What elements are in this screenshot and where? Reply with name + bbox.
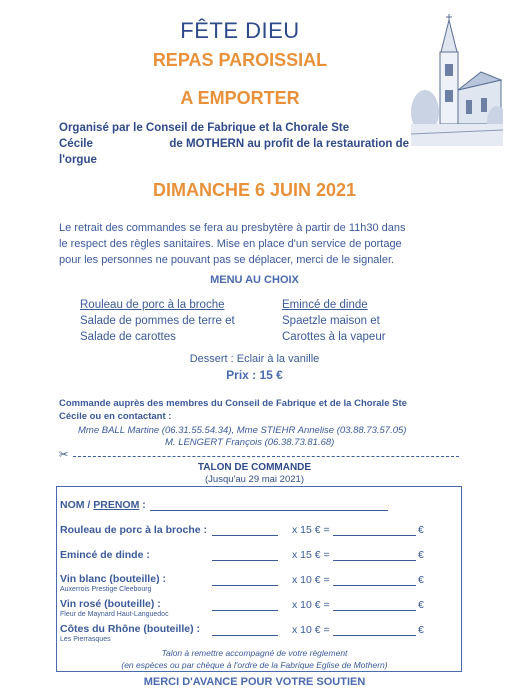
form-row-2-euro: €	[418, 549, 424, 561]
form-row-2-total-field[interactable]	[333, 559, 416, 561]
scissors-icon: ✂	[59, 449, 69, 461]
dashed-line	[73, 456, 459, 457]
menu-option-2	[282, 297, 472, 345]
menu-option-1-side-2: Salade de carottes	[80, 331, 176, 343]
form-row-3-euro: €	[418, 574, 424, 586]
menu-option-1-side-1: Salade de pommes de terre et	[80, 315, 235, 327]
form-row-5-detail: Les Pierrasques	[60, 636, 111, 643]
name-label-nom: NOM /	[60, 499, 94, 511]
price: Prix : 15 €	[226, 368, 283, 382]
menu-option-1	[80, 297, 270, 345]
menu-title: MENU AU CHOIX	[210, 274, 299, 286]
form-row-1-qty-field[interactable]	[212, 534, 278, 536]
organizer-text	[59, 120, 409, 168]
talon-title: TALON DE COMMANDE	[197, 462, 312, 473]
form-row-1-label: Rouleau de porc à la broche :	[60, 524, 208, 536]
form-row-4	[60, 598, 169, 618]
contact-line-1: Mme BALL Martine (06.31.55.54.34), Mme STIEHR Annelise (03.88.73.57.05)	[78, 425, 407, 436]
order-info	[59, 397, 429, 423]
form-row-3	[60, 573, 166, 593]
form-row-4-price: x 10 € =	[292, 599, 330, 611]
contact-line-2: M. LENGERT François (06.38.73.81.68)	[165, 437, 335, 448]
menu-option-1-name: Rouleau de porc à la broche	[80, 299, 225, 311]
form-row-4-euro: €	[418, 599, 424, 611]
form-row-4-total-field[interactable]	[333, 609, 416, 611]
name-label-colon: :	[139, 499, 146, 511]
form-row-5	[60, 623, 200, 643]
name-field[interactable]	[150, 509, 388, 511]
subtitle-repas: REPAS PAROISSIAL	[152, 50, 328, 70]
form-row-3-label: Vin blanc (bouteille) :	[60, 573, 166, 585]
pickup-info	[59, 220, 454, 268]
menu-option-2-side-1: Spaetzle maison et	[282, 315, 380, 327]
page-title: FÊTE DIEU	[180, 18, 300, 43]
form-row-1-euro: €	[418, 524, 424, 536]
form-row-5-label: Côtes du Rhône (bouteille) :	[60, 623, 200, 635]
talon-subtitle: (Jusqu'au 29 mai 2021)	[205, 474, 304, 485]
cut-line	[59, 451, 459, 461]
info-line-2: le respect des règles sanitaires. Mise en place d'un service de portage	[59, 238, 402, 250]
dessert: Dessert : Eclair à la vanille	[189, 353, 320, 365]
subtitle-emporter: A EMPORTER	[180, 88, 300, 108]
form-row-4-detail: Fleur de Maynard Haut-Languedoc	[60, 611, 169, 618]
form-row-2-label: Emincé de dinde :	[60, 549, 150, 561]
order-info-line-1: Commande auprès des membres du Conseil de Fabrique et de la Chorale Ste	[59, 398, 407, 409]
form-row-3-qty-field[interactable]	[212, 584, 278, 586]
form-row-3-total-field[interactable]	[333, 584, 416, 586]
form-row-3-price: x 10 € =	[292, 574, 330, 586]
order-info-line-2: Cécile ou en contactant :	[59, 411, 172, 422]
organizer-line-3: l'orgue	[59, 154, 97, 166]
form-row-5-price: x 10 € =	[292, 624, 330, 636]
organizer-line-1: Organisé par le Conseil de Fabrique et la Chorale Ste	[59, 122, 350, 134]
talon-note-2: (en espèces ou par chèque à l'ordre de la Fabrique Eglise de Mothern)	[121, 660, 388, 670]
form-row-4-label: Vin rosé (bouteille) :	[60, 598, 161, 610]
organizer-line-2b: de MOTHERN au profit de la restauration de	[169, 138, 409, 150]
info-line-3: pour les personnes ne pouvant pas se déplacer, merci de le signaler.	[59, 254, 395, 266]
form-row-5-euro: €	[418, 624, 424, 636]
menu-option-2-side-2: Carottes à la vapeur	[282, 331, 386, 343]
thanks-message: MERCI D'AVANCE POUR VOTRE SOUTIEN	[143, 676, 366, 688]
church-drawing	[411, 12, 503, 154]
form-row-2-qty-field[interactable]	[212, 559, 278, 561]
form-row-1-price: x 15 € =	[292, 524, 330, 536]
talon-note-1: Talon à remettre accompagné de votre règlement	[161, 648, 348, 658]
form-row-2-price: x 15 € =	[292, 549, 330, 561]
name-label-prenom: PRENOM	[93, 499, 140, 511]
organizer-line-2a: Cécile	[59, 138, 93, 150]
form-row-4-qty-field[interactable]	[212, 609, 278, 611]
form-row-3-detail: Auxerrois Prestige Cleebourg	[60, 586, 152, 593]
name-label	[60, 499, 146, 511]
form-row-5-total-field[interactable]	[333, 634, 416, 636]
event-date: DIMANCHE 6 JUIN 2021	[152, 180, 357, 200]
organizer-line-2	[59, 136, 409, 152]
menu-option-2-name: Emincé de dinde	[282, 299, 368, 311]
form-row-1-total-field[interactable]	[333, 534, 416, 536]
info-line-1: Le retrait des commandes se fera au presbytère à partir de 11h30 dans	[59, 222, 406, 234]
form-row-5-qty-field[interactable]	[212, 634, 278, 636]
